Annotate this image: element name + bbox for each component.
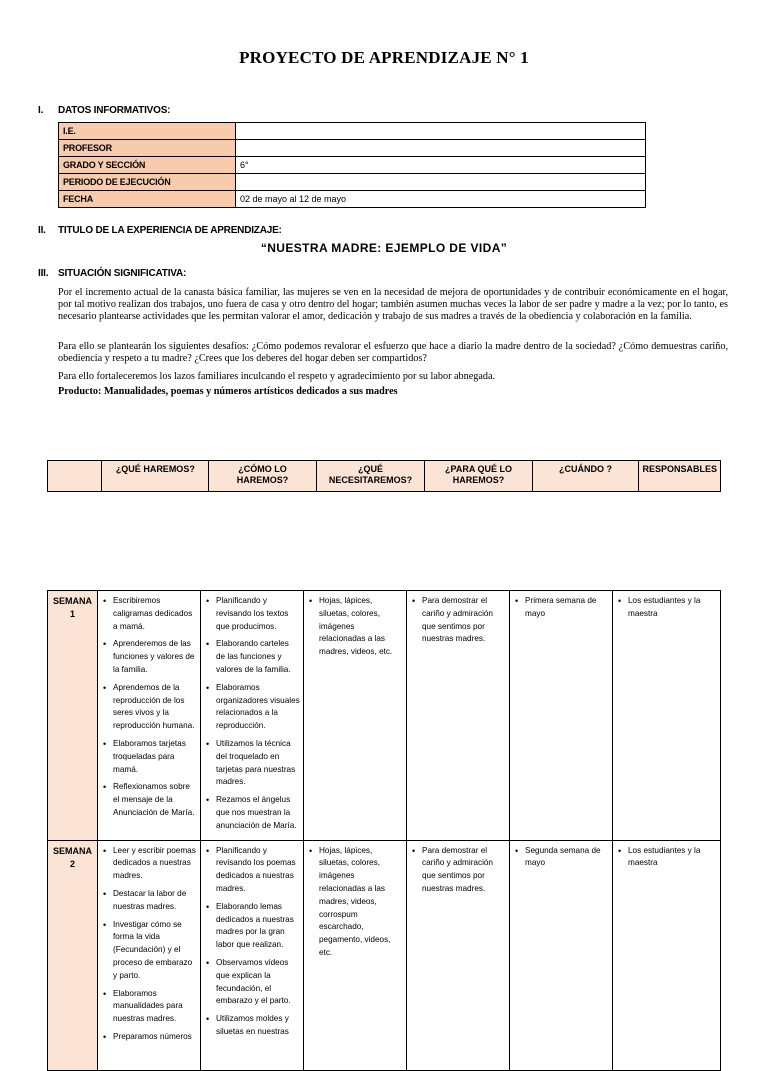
info-row	[59, 191, 646, 208]
header-cell-cuando: ¿CUÁNDO ?	[532, 461, 639, 492]
planning-table	[47, 590, 721, 1071]
week-row	[48, 840, 721, 1070]
info-row	[59, 157, 646, 174]
experience-title: “NUESTRA MADRE: EJEMPLO DE VIDA”	[260, 241, 508, 255]
como-cell	[201, 591, 304, 841]
list-item: • Reflexionamos sobre el mensaje de la Anunciación de María.	[113, 781, 197, 819]
strengthen-paragraph: Para ello fortaleceremos los lazos familiares inculcando el respeto y agradecimiento por su labor abnegada.	[58, 371, 496, 382]
info-value: 02 de mayo al 12 de mayo	[236, 191, 646, 208]
para-cell	[407, 840, 510, 1070]
responsables-cell	[613, 591, 721, 841]
para-cell	[407, 591, 510, 841]
necesitaremos-cell	[304, 591, 407, 841]
list-item: • Los estudiantes y la maestra	[628, 845, 717, 871]
list-item: • Preparamos números	[113, 1031, 197, 1044]
product-line	[58, 386, 728, 398]
week-row	[48, 591, 721, 841]
section-number: III.	[38, 268, 49, 279]
section-heading-titulo	[38, 225, 282, 236]
page-title: PROYECTO DE APRENDIZAJE N° 1	[239, 48, 529, 67]
info-value	[236, 174, 646, 191]
list-item: • Elaborando lemas dedicados a nuestras madres por la gran labor que realizan.	[216, 901, 300, 952]
header-cell-empty	[48, 461, 102, 492]
info-label: FECHA	[59, 191, 236, 208]
section-heading-situacion	[38, 268, 186, 279]
header-cell-para: ¿PARA QUÉ LO HAREMOS?	[425, 461, 532, 492]
cuando-cell	[510, 840, 613, 1070]
info-label: PROFESOR	[59, 140, 236, 157]
necesitaremos-cell	[304, 840, 407, 1070]
header-cell-necesitaremos: ¿QUÉ NECESITAREMOS?	[316, 461, 425, 492]
list-item: • Para demostrar el cariño y admiración que sentimos por nuestras madres.	[422, 595, 506, 646]
list-item: • Observamos videos que explican la fecundación, el embarazo y el parto.	[216, 957, 300, 1008]
que-cell	[98, 591, 201, 841]
section-number: I.	[38, 105, 44, 116]
list-item: • Planificando y revisando los textos que producimos.	[216, 595, 300, 633]
list-item: • Leer y escribir poemas dedicados a nuestras madres.	[113, 845, 197, 883]
que-cell	[98, 840, 201, 1070]
product-text: : Manualidades, poemas y números artísticos dedicados a sus madres	[98, 386, 398, 397]
list-item: • Primera semana de mayo	[525, 595, 609, 621]
info-row	[59, 174, 646, 191]
list-item: • Segunda semana de mayo	[525, 845, 609, 871]
list-item: • Hojas, lápices, siluetas, colores, imágenes relacionadas a las madres, videos, etc.	[319, 595, 403, 659]
responsables-cell	[613, 840, 721, 1070]
challenges-paragraph: Para ello se plantearán los siguientes desafíos: ¿Cómo podemos revalorar el esfuerzo que hace a diario la madre dentro de la sociedad? ¿Cómo demuestras cariño, obediencia y respeto a tu madre? ¿Crees que los deberes del hogar deben ser compartidos?	[58, 341, 728, 365]
section-label: SITUACIÓN SIGNIFICATIVA:	[58, 268, 187, 279]
list-item: • Aprenderemos de las funciones y valores de la familia.	[113, 638, 197, 676]
situation-paragraph: Por el incremento actual de la canasta básica familiar, las mujeres se ven en la necesidad de mejora de oportunidades y de contribuir económicamente en el hogar, por tal motivo realizan dos trabajos, uno fuera de casa y otro dentro del hogar; también asumen muchas veces la labor de ser padre y madre a la vez; por lo tanto, es necesario plantearse actividades que les permitan valorar el amor, dedicación y trabajo de sus madres a través de la obediencia y colaboración en la familia.	[58, 287, 728, 323]
header-cell-que: ¿QUÉ HAREMOS?	[102, 461, 209, 492]
section-heading-datos	[38, 105, 170, 116]
info-label: I.E.	[59, 123, 236, 140]
info-value: 6°	[236, 157, 646, 174]
list-item: • Utilizamos la técnica del troquelado en tarjetas para nuestras madres.	[216, 738, 300, 789]
list-item: • Los estudiantes y la maestra	[628, 595, 717, 621]
list-item: • Rezamos el ángelus que nos muestran la anunciación de María.	[216, 794, 300, 832]
list-item: • Planificando y revisando los poemas dedicados a nuestras madres.	[216, 845, 300, 896]
list-item: • Escribiremos caligramas dedicados a mamá.	[113, 595, 197, 633]
info-label: PERIODO DE EJECUCIÓN	[59, 174, 236, 191]
list-item: • Para demostrar el cariño y admiración que sentimos por nuestras madres.	[422, 845, 506, 896]
list-item: • Destacar la labor de nuestras madres.	[113, 888, 197, 914]
section-number: II.	[38, 225, 46, 236]
list-item: • Investigar cómo se forma la vida (Fecundación) y el proceso de embarazo y parto.	[113, 919, 197, 983]
list-item: • Elaboramos organizadores visuales relacionados a la reproducción.	[216, 682, 300, 733]
info-value	[236, 140, 646, 157]
list-item: • Elaboramos tarjetas troqueladas para mamá.	[113, 738, 197, 776]
info-row	[59, 123, 646, 140]
section-label: TITULO DE LA EXPERIENCIA DE APRENDIZAJE:	[58, 225, 282, 236]
info-label: GRADO Y SECCIÓN	[59, 157, 236, 174]
week-label: SEMANA 2	[48, 840, 98, 1070]
list-item: • Elaboramos manualidades para nuestras madres.	[113, 988, 197, 1026]
como-cell	[201, 840, 304, 1070]
product-label: Producto	[58, 386, 98, 397]
planning-header-table	[47, 460, 721, 492]
week-label: SEMANA 1	[48, 591, 98, 841]
info-value	[236, 123, 646, 140]
section-label: DATOS INFORMATIVOS:	[58, 105, 171, 116]
list-item: • Utilizamos moldes y siluetas en nuestras	[216, 1013, 300, 1039]
header-cell-como: ¿CÓMO LO HAREMOS?	[209, 461, 316, 492]
info-row	[59, 140, 646, 157]
info-table	[58, 122, 646, 208]
list-item: • Aprendemos de la reproducción de los seres vivos y la reproducción humana.	[113, 682, 197, 733]
cuando-cell	[510, 591, 613, 841]
list-item: • Elaborando carteles de las funciones y valores de la familia.	[216, 638, 300, 676]
header-cell-responsables: RESPONSABLES	[639, 461, 721, 492]
list-item: • Hojas, lápices, siluetas, colores, imágenes relacionadas a las madres, videos, corrospum escarchado, pegamento, videos, etc.	[319, 845, 403, 960]
